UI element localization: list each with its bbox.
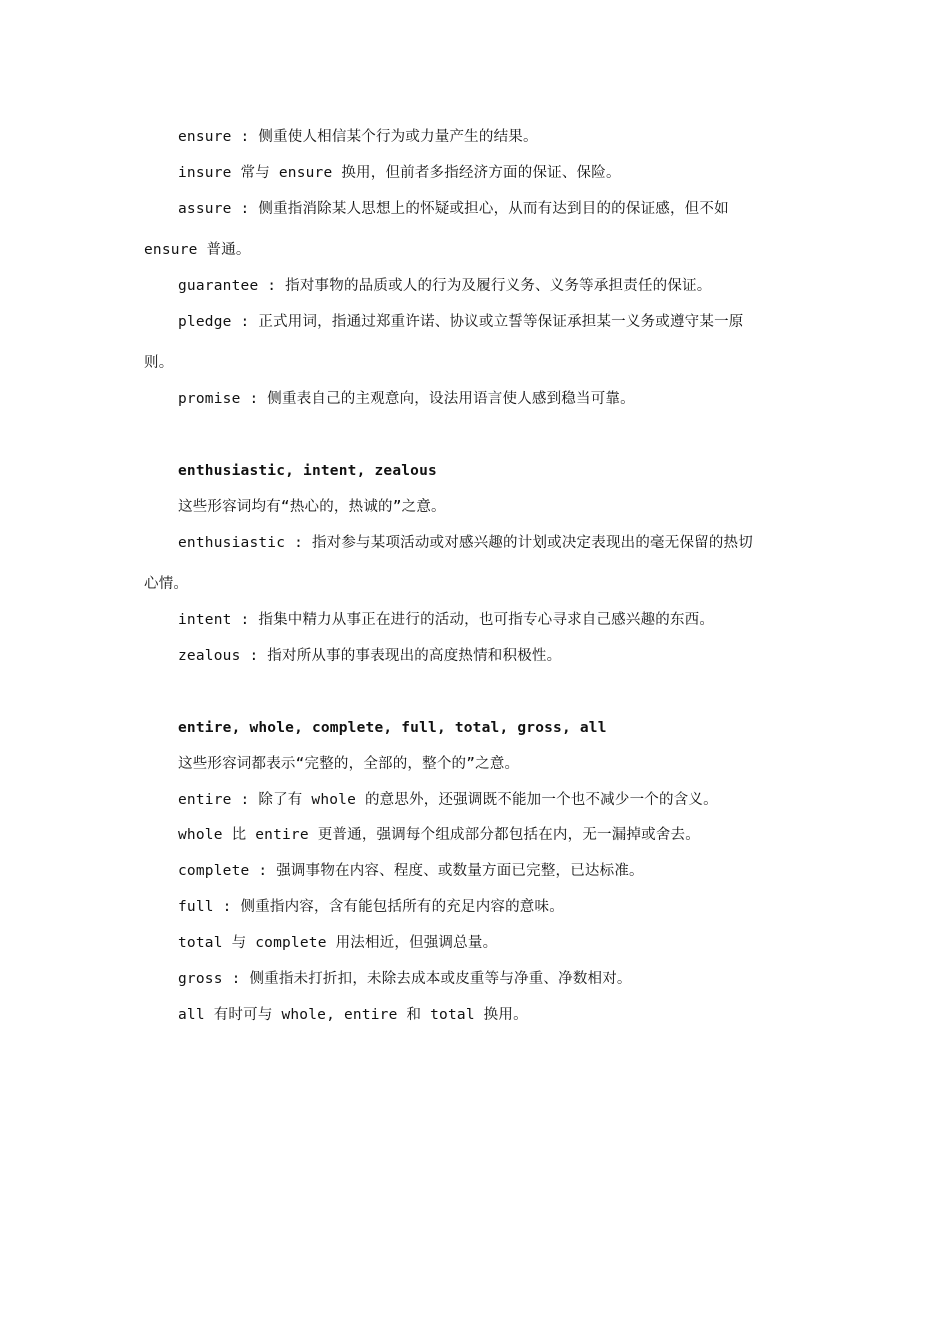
section-heading-enthusiastic: enthusiastic, intent, zealous: [178, 463, 437, 479]
entry-assure-continued: ensure 普通。: [144, 242, 251, 258]
entry-whole: whole 比 entire 更普通，强调每个组成部分都包括在内，无一漏掉或舍去。: [178, 827, 700, 843]
entry-insure: insure 常与 ensure 换用，但前者多指经济方面的保证、保险。: [178, 165, 621, 181]
entry-zealous: zealous : 指对所从事的事表现出的高度热情和积极性。: [178, 648, 562, 664]
entry-intent: intent : 指集中精力从事正在进行的活动，也可指专心寻求自己感兴趣的东西。: [178, 612, 715, 628]
entry-full: full : 侧重指内容，含有能包括所有的充足内容的意味。: [178, 899, 564, 915]
entry-gross: gross : 侧重指未打折扣，未除去成本或皮重等与净重、净数相对。: [178, 971, 632, 987]
section-intro: 这些形容词均有“热心的，热诚的”之意。: [178, 499, 446, 515]
entry-all: all 有时可与 whole, entire 和 total 换用。: [178, 1007, 528, 1023]
entry-promise: promise : 侧重表自己的主观意向，设法用语言使人感到稳当可靠。: [178, 391, 635, 407]
entry-total: total 与 complete 用法相近，但强调总量。: [178, 935, 498, 951]
entry-entire: entire : 除了有 whole 的意思外，还强调既不能加一个也不减少一个的含义。: [178, 792, 718, 808]
section-heading-entire: entire, whole, complete, full, total, gross, all: [178, 720, 607, 736]
entry-pledge-continued: 则。: [144, 355, 174, 371]
entry-enthusiastic: enthusiastic : 指对参与某项活动或对感兴趣的计划或决定表现出的毫无保留的热切: [178, 535, 753, 551]
entry-enthusiastic-continued: 心情。: [144, 576, 189, 592]
section-intro: 这些形容词都表示“完整的，全部的，整个的”之意。: [178, 756, 520, 772]
entry-complete: complete : 强调事物在内容、程度、或数量方面已完整，已达标准。: [178, 863, 644, 879]
entry-assure: assure : 侧重指消除某人思想上的怀疑或担心，从而有达到目的的保证感，但不如: [178, 201, 729, 217]
entry-pledge: pledge : 正式用词，指通过郑重许诺、协议或立誓等保证承担某一义务或遵守某一原: [178, 314, 744, 330]
entry-guarantee: guarantee : 指对事物的品质或人的行为及履行义务、义务等承担责任的保证。: [178, 278, 712, 294]
entry-ensure: ensure : 侧重使人相信某个行为或力量产生的结果。: [178, 129, 538, 145]
